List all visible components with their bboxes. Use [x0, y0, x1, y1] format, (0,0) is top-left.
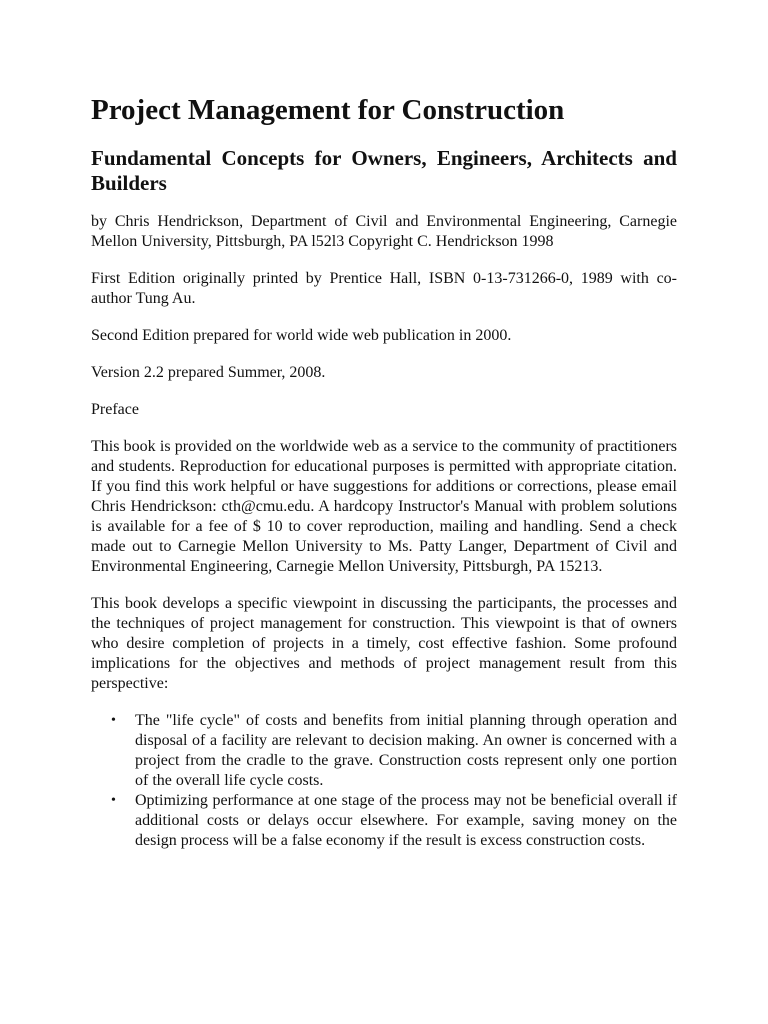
document-subtitle: Fundamental Concepts for Owners, Engineers, Architects and Builders [91, 146, 677, 195]
list-item [111, 711, 677, 791]
preface-paragraph-2: This book develops a specific viewpoint in discussing the participants, the processes and the techniques of project management for construction. This viewpoint is that of owners who desire completion of projects in a timely, cost effective fashion. Some profound implications for the objectives and methods of project management result from this perspective: [91, 595, 677, 692]
bullet-icon: • [111, 793, 116, 808]
byline: by Chris Hendrickson, Department of Civil and Environmental Engineering, Carnegie Mellon University, Pittsburgh, PA l52l3 Copyright C. Hendrickson 1998 [91, 213, 677, 250]
document-title: Project Management for Construction [91, 94, 565, 126]
preface-paragraph-1: This book is provided on the worldwide web as a service to the community of practitioners and students. Reproduction for educational purposes is permitted with appropriate citation. If you find this work helpful or have suggestions for additions or corrections, please email Chris Hendrickson: cth@cmu.edu. A hardcopy Instructor's Manual with problem solutions is available for a fee of $ 10 to cover reproduction, mailing and handling. Send a check made out to Carnegie Mellon University to Ms. Patty Langer, Department of Civil and Environmental Engineering, Carnegie Mellon University, Pittsburgh, PA 15213. [91, 438, 677, 575]
first-edition-note: First Edition originally printed by Prentice Hall, ISBN 0-13-731266-0, 1989 with co-author Tung Au. [91, 270, 677, 307]
version-note: Version 2.2 prepared Summer, 2008. [91, 364, 326, 381]
implications-list [91, 711, 677, 851]
preface-heading: Preface [91, 401, 139, 418]
list-item-text: The "life cycle" of costs and benefits from initial planning through operation and disposal of a facility are relevant to decision making. An owner is concerned with a project from the cradle to the grave. Construction costs represent only one portion of the overall life cycle costs. [135, 712, 677, 789]
list-item [111, 791, 677, 851]
bullet-icon: • [111, 713, 116, 728]
list-item-text: Optimizing performance at one stage of the process may not be beneficial overall if additional costs or delays occur elsewhere. For example, saving money on the design process will be a false economy if the result is excess construction costs. [135, 792, 677, 849]
second-edition-note: Second Edition prepared for world wide web publication in 2000. [91, 327, 512, 344]
